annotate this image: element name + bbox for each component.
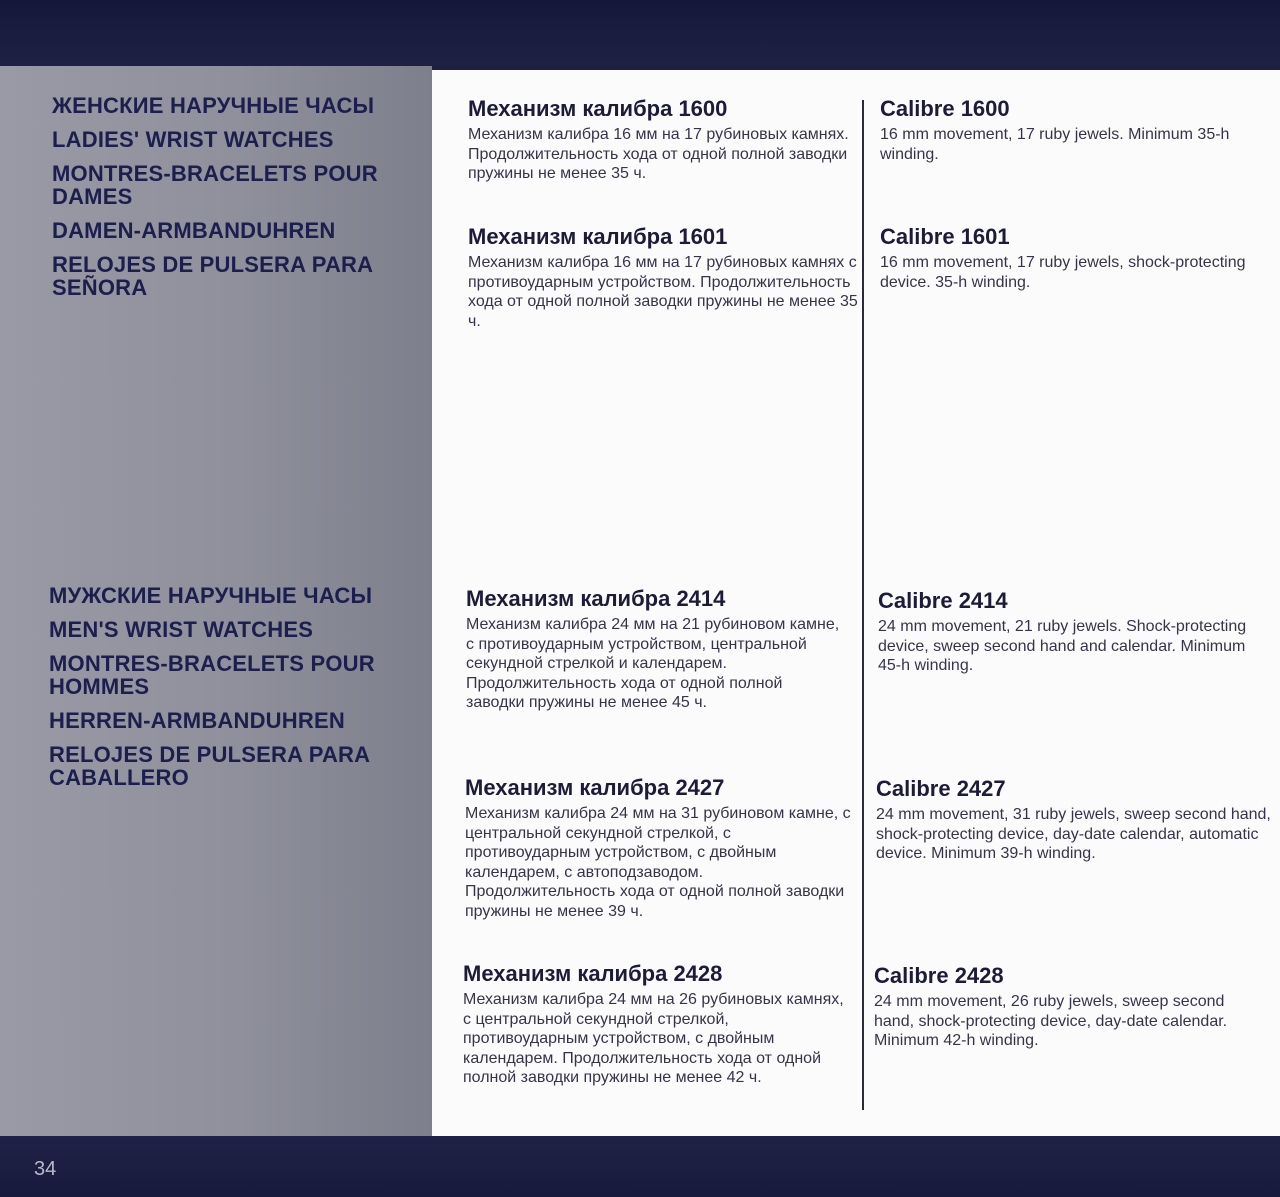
calibre-title: Механизм калибра 2427 <box>465 775 725 800</box>
mens-category-group <box>49 584 409 800</box>
calibre-2428-ru <box>463 961 853 1088</box>
calibre-title: Механизм калибра 1600 <box>468 96 728 121</box>
top-border-band <box>0 0 1280 66</box>
category-heading-ru: ЖЕНСКИЕ НАРУЧНЫЕ ЧАСЫ <box>52 93 375 118</box>
calibre-description: 24 mm movement, 26 ruby jewels, sweep second hand, shock-protecting device, day-date calendar. Minimum 42-h winding. <box>874 993 1228 1049</box>
calibre-title: Calibre 2427 <box>876 776 1006 801</box>
calibre-title: Calibre 1601 <box>880 224 1010 249</box>
column-divider <box>862 100 864 1110</box>
calibre-title: Механизм калибра 2428 <box>463 961 723 986</box>
calibre-1601-en <box>880 224 1265 292</box>
calibre-description: 24 mm movement, 21 ruby jewels. Shock-protecting device, sweep second hand and calendar. Minimum 45-h winding. <box>878 618 1247 674</box>
calibre-description: Механизм калибра 16 мм на 17 рубиновых камнях с противоударным устройством. Продолжительность хода от одной полной заводки пружины не менее 35 ч. <box>468 254 858 330</box>
calibre-2414-ru <box>466 586 841 713</box>
calibre-2427-ru <box>465 775 855 921</box>
calibre-2414-en <box>878 588 1263 676</box>
bottom-border-band <box>0 1136 1280 1197</box>
calibre-description: 16 mm movement, 17 ruby jewels, shock-protecting device. 35-h winding. <box>880 254 1246 291</box>
calibre-description: Механизм калибра 24 мм на 26 рубиновых камнях, с центральной секундной стрелкой, противоударным устройством, с двойным календарем. Продолжительность хода от одной полной заводки пружины не менее 42 ч. <box>463 991 844 1086</box>
category-heading-es: RELOJES DE PULSERA PARA CABALLERO <box>49 742 370 790</box>
calibre-1600-ru <box>468 96 858 184</box>
calibre-description: Механизм калибра 24 мм на 21 рубиновом камне, с противоударным устройством, центральной секундной стрелкой и календарем. Продолжительность хода от одной полной заводки пружины не менее 45 ч. <box>466 616 840 711</box>
category-heading-en: LADIES' WRIST WATCHES <box>52 127 334 152</box>
calibre-title: Calibre 1600 <box>880 96 1010 121</box>
category-heading-ru: МУЖСКИЕ НАРУЧНЫЕ ЧАСЫ <box>49 583 373 608</box>
category-heading-es: RELOJES DE PULSERA PARA SEÑORA <box>52 252 373 300</box>
ladies-category-group <box>52 94 412 310</box>
calibre-1600-en <box>880 96 1265 164</box>
calibre-title: Механизм калибра 1601 <box>468 224 728 249</box>
category-heading-fr: MONTRES-BRACELETS POUR DAMES <box>52 161 378 209</box>
page-number: 34 <box>34 1158 57 1180</box>
category-heading-en: MEN'S WRIST WATCHES <box>49 617 314 642</box>
calibre-title: Calibre 2414 <box>878 588 1008 613</box>
calibre-2427-en <box>876 776 1271 864</box>
calibre-1601-ru <box>468 224 858 331</box>
calibre-description: 24 mm movement, 31 ruby jewels, sweep second hand, shock-protecting device, day-date calendar, automatic device. Minimum 39-h winding. <box>876 806 1271 862</box>
calibre-description: 16 mm movement, 17 ruby jewels. Minimum 35-h winding. <box>880 126 1230 163</box>
calibre-description: Механизм калибра 16 мм на 17 рубиновых камнях. Продолжительность хода от одной полной заводки пружины не менее 35 ч. <box>468 126 849 182</box>
category-heading-de: DAMEN-ARMBANDUHREN <box>52 218 336 243</box>
calibre-title: Calibre 2428 <box>874 963 1004 988</box>
calibre-description: Механизм калибра 24 мм на 31 рубиновом камне, с центральной секундной стрелкой, с противоударным устройством, с двойным календарем, с автоподзаводом. Продолжительность хода от одной полной заводки пружины не менее 39 ч. <box>465 805 851 920</box>
category-heading-de: HERREN-ARMBANDUHREN <box>49 708 345 733</box>
calibre-title: Механизм калибра 2414 <box>466 586 726 611</box>
calibre-2428-en <box>874 963 1259 1051</box>
category-heading-fr: MONTRES-BRACELETS POUR HOMMES <box>49 651 375 699</box>
